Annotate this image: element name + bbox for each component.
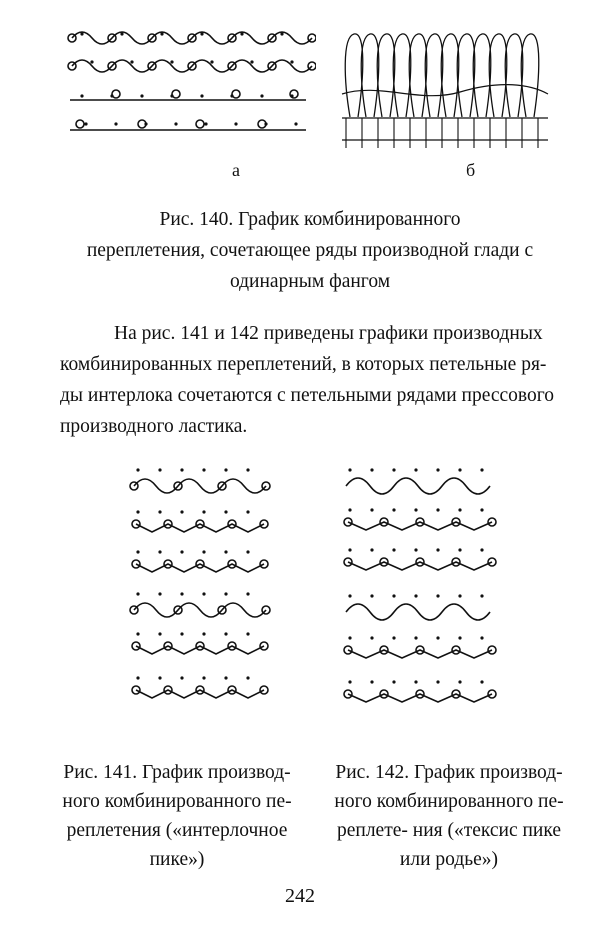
stitch-loop: [505, 34, 523, 117]
needle-dot: [200, 32, 203, 35]
needle-dot: [414, 636, 417, 639]
needle-dot: [436, 594, 439, 597]
needle-dot: [458, 508, 461, 511]
needle-dot: [158, 676, 161, 679]
figure-140a-drawing: [66, 20, 316, 150]
stitch-loop: [409, 34, 427, 117]
needle-dot: [158, 468, 161, 471]
needle-dot: [80, 32, 83, 35]
needle-dot: [158, 632, 161, 635]
stitch-loop: [425, 34, 443, 117]
needle-dot: [370, 548, 373, 551]
needle-dot: [136, 468, 139, 471]
needle-dot: [348, 680, 351, 683]
needle-dot: [414, 468, 417, 471]
needle-dot: [436, 508, 439, 511]
figure-140-caption: [60, 204, 560, 297]
loop-mark: [172, 90, 180, 98]
needle-dot: [224, 468, 227, 471]
needle-dot: [370, 594, 373, 597]
needle-dot: [392, 548, 395, 551]
needle-dot: [158, 510, 161, 513]
yarn-path: [346, 604, 490, 620]
needle-dot: [204, 122, 207, 125]
loop-mark: [290, 90, 298, 98]
figure-142-drawing: [340, 462, 500, 732]
needle-dot: [160, 32, 163, 35]
needle-dot: [392, 680, 395, 683]
needle-dot: [202, 632, 205, 635]
needle-dot: [458, 548, 461, 551]
paragraph-line: производного ластика.: [60, 416, 248, 437]
needle-dot: [202, 676, 205, 679]
needle-dot: [114, 122, 117, 125]
needle-dot: [224, 510, 227, 513]
needle-dot: [130, 60, 133, 63]
needle-dot: [348, 468, 351, 471]
needle-dot: [224, 632, 227, 635]
needle-dot: [224, 592, 227, 595]
caption-line: пике»): [149, 849, 205, 870]
needle-dot: [136, 550, 139, 553]
needle-dot: [246, 632, 249, 635]
needle-dot: [202, 592, 205, 595]
needle-dot: [246, 510, 249, 513]
paragraph-line: комбинированных переплетений, в которых петельные ря-: [60, 354, 547, 375]
loop-mark: [344, 646, 352, 654]
needle-dot: [436, 680, 439, 683]
figure-141-drawing: [128, 462, 278, 732]
needle-dot: [136, 632, 139, 635]
needle-dot: [436, 636, 439, 639]
needle-dot: [210, 60, 213, 63]
needle-dot: [392, 508, 395, 511]
needle-dot: [458, 468, 461, 471]
paragraph-line: ды интерлока сочетаются с петельными рядами прессового: [60, 385, 555, 406]
needle-dot: [414, 680, 417, 683]
needle-dot: [202, 468, 205, 471]
needle-dot: [260, 94, 263, 97]
caption-line: ного комбинированного пе-: [62, 791, 292, 812]
needle-dot: [180, 676, 183, 679]
stitch-loop: [345, 34, 363, 117]
needle-dot: [246, 592, 249, 595]
figure-140b-label: б: [466, 160, 476, 180]
loop-mark: [112, 90, 120, 98]
needle-dot: [180, 510, 183, 513]
stitch-loop: [393, 34, 411, 117]
caption-line: реплете- ния («тексис пике: [336, 820, 562, 841]
needle-dot: [480, 468, 483, 471]
needle-dot: [436, 548, 439, 551]
needle-dot: [202, 510, 205, 513]
paragraph-line: На рис. 141 и 142 приведены графики производных: [114, 323, 543, 344]
needle-dot: [180, 632, 183, 635]
needle-dot: [480, 680, 483, 683]
needle-dot: [370, 508, 373, 511]
caption-line: Рис. 141. График производ-: [63, 762, 291, 783]
yarn-path: [134, 603, 266, 617]
caption-line: одинарным фангом: [229, 271, 391, 292]
needle-dot: [158, 592, 161, 595]
needle-dot: [240, 32, 243, 35]
needle-dot: [414, 548, 417, 551]
needle-dot: [348, 548, 351, 551]
loop-mark: [344, 518, 352, 526]
stitch-loop: [473, 34, 491, 117]
stitch-loop: [489, 34, 507, 117]
needle-dot: [84, 122, 87, 125]
page-number: 242: [285, 885, 315, 907]
needle-dot: [174, 122, 177, 125]
needle-dot: [370, 468, 373, 471]
needle-dot: [234, 122, 237, 125]
stitch-loop: [361, 34, 379, 117]
needle-dot: [136, 592, 139, 595]
needle-dot: [348, 594, 351, 597]
needle-dot: [246, 468, 249, 471]
needle-dot: [414, 594, 417, 597]
loop-mark: [344, 690, 352, 698]
needle-dot: [348, 636, 351, 639]
caption-line: Рис. 142. График производ-: [335, 762, 563, 783]
needle-dot: [246, 676, 249, 679]
needle-dot: [294, 122, 297, 125]
needle-dot: [458, 594, 461, 597]
yarn-path: [342, 85, 548, 96]
figure-141-caption: [52, 758, 302, 874]
needle-dot: [392, 594, 395, 597]
needle-dot: [180, 550, 183, 553]
needle-dot: [136, 676, 139, 679]
caption-line: реплетения («интерлочное: [66, 820, 288, 841]
needle-dot: [480, 594, 483, 597]
needle-dot: [480, 548, 483, 551]
needle-dot: [224, 676, 227, 679]
needle-dot: [370, 636, 373, 639]
needle-dot: [290, 60, 293, 63]
needle-dot: [136, 510, 139, 513]
figure-142-caption: [318, 758, 580, 874]
caption-line: переплетения, сочетающее ряды производной глади с: [86, 240, 534, 261]
caption-line: Рис. 140. График комбинированного: [159, 209, 461, 230]
caption-line: или родье»): [399, 849, 499, 870]
needle-dot: [158, 550, 161, 553]
loop-mark: [344, 558, 352, 566]
needle-dot: [246, 550, 249, 553]
stitch-loop: [521, 34, 539, 117]
needle-dot: [280, 32, 283, 35]
needle-dot: [180, 592, 183, 595]
figure-140a-label: а: [232, 160, 240, 180]
caption-line: ного комбинированного пе-: [334, 791, 564, 812]
yarn-path: [134, 479, 266, 493]
needle-dot: [200, 94, 203, 97]
needle-dot: [140, 94, 143, 97]
yarn-path: [346, 478, 490, 494]
needle-dot: [480, 508, 483, 511]
needle-dot: [480, 636, 483, 639]
needle-dot: [458, 636, 461, 639]
needle-dot: [80, 94, 83, 97]
needle-dot: [170, 60, 173, 63]
needle-dot: [90, 60, 93, 63]
stitch-loop: [441, 34, 459, 117]
needle-dot: [414, 508, 417, 511]
needle-dot: [180, 468, 183, 471]
loop-mark: [232, 90, 240, 98]
needle-dot: [120, 32, 123, 35]
needle-dot: [436, 468, 439, 471]
loop-mark: [196, 120, 204, 128]
figure-140b-drawing: [340, 22, 550, 150]
needle-dot: [370, 680, 373, 683]
loop-mark: [76, 120, 84, 128]
needle-dot: [392, 468, 395, 471]
stitch-loop: [377, 34, 395, 117]
needle-dot: [348, 508, 351, 511]
needle-dot: [458, 680, 461, 683]
needle-dot: [224, 550, 227, 553]
body-paragraph: [60, 318, 572, 442]
stitch-loop: [457, 34, 475, 117]
needle-dot: [202, 550, 205, 553]
needle-dot: [392, 636, 395, 639]
needle-dot: [250, 60, 253, 63]
